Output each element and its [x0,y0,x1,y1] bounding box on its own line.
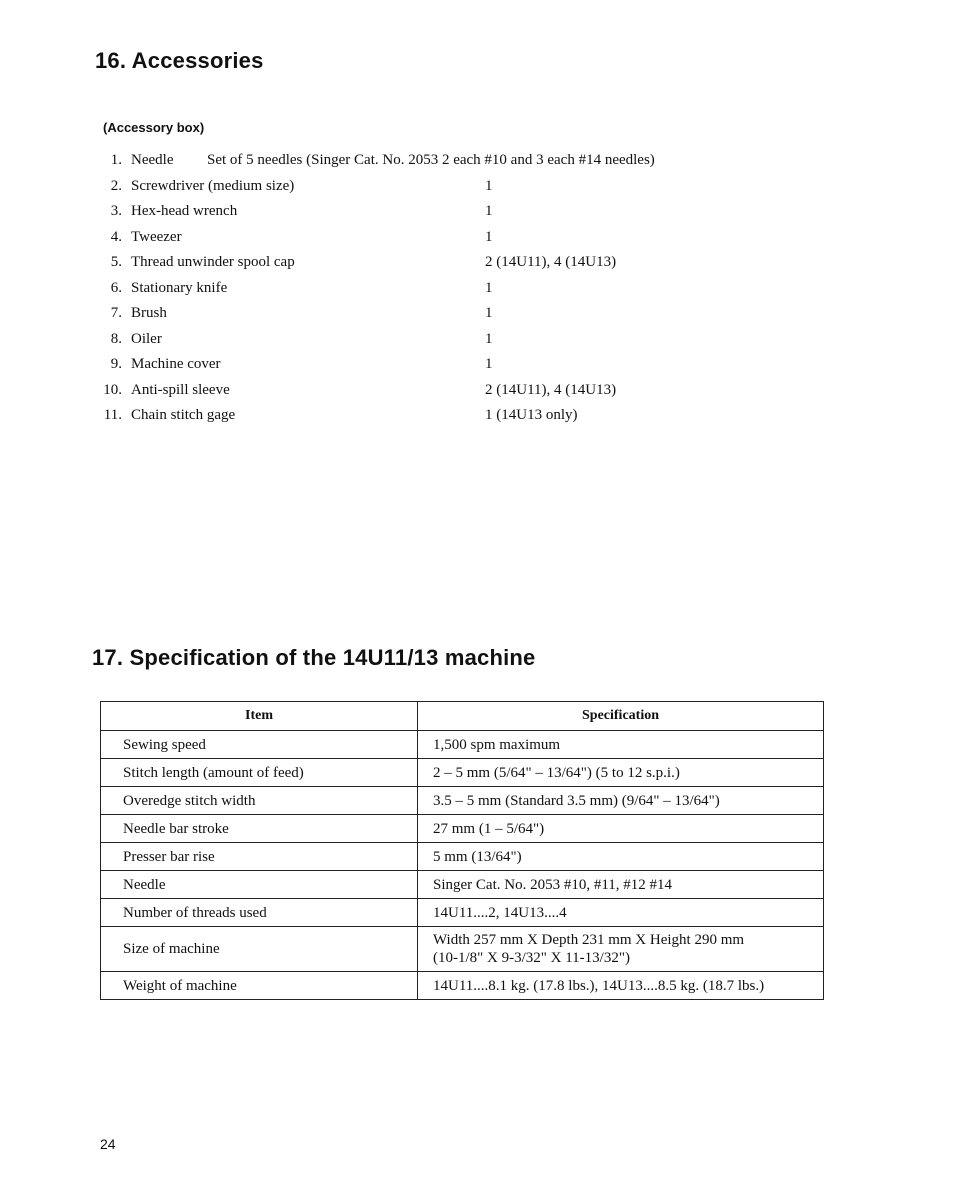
accessory-quantity: 1 [485,228,493,245]
item-cell: Presser bar rise [101,843,418,871]
accessory-item [0,353,954,379]
item-cell: Weight of machine [101,972,418,1000]
accessory-quantity: 2 (14U11), 4 (14U13) [485,381,617,398]
specification-cell: 27 mm (1 – 5/64") [418,815,824,843]
specification-cell: 14U11....8.1 kg. (17.8 lbs.), 14U13....8.5 kg. (18.7 lbs.) [418,972,824,1000]
item-cell: Overedge stitch width [101,787,418,815]
column-header-item: Item [101,702,418,731]
accessory-quantity: 1 (14U13 only) [485,407,578,423]
accessory-item [0,149,954,175]
item-cell: Number of threads used [101,899,418,927]
table-row [101,927,824,972]
accessory-number: 4. [110,228,122,245]
item-cell: Needle [101,871,418,899]
table-row [101,972,824,1000]
section-16-heading: 16. Accessories [95,48,264,73]
accessory-name: Anti-spill sleeve [131,381,230,398]
accessory-item [0,379,954,405]
table-row [101,787,824,815]
specification-cell: 2 – 5 mm (5/64" – 13/64") (5 to 12 s.p.i.) [418,759,824,787]
accessory-box-subheading: (Accessory box) [103,120,205,135]
accessory-number: 6. [110,279,122,296]
page-number: 24 [100,1136,116,1152]
accessory-name: Hex-head wrench [131,203,238,219]
accessory-quantity: 1 [485,356,493,372]
accessory-item [0,251,954,277]
accessory-name: Oiler [131,330,162,347]
accessory-quantity: 1 [485,305,493,321]
table-row [101,871,824,899]
accessory-item [0,200,954,226]
accessory-name: Stationary knife [131,279,228,296]
specification-cell: 14U11....2, 14U13....4 [418,899,824,927]
accessory-name: Chain stitch gage [131,407,236,423]
accessory-number: 7. [110,305,122,321]
accessory-name: Tweezer [131,228,182,245]
accessory-quantity: 2 (14U11), 4 (14U13) [485,254,617,270]
accessory-quantity: 1 [485,177,493,194]
accessory-number: 10. [103,381,122,398]
table-row [101,731,824,759]
accessory-quantity: 1 [485,279,493,296]
item-cell: Stitch length (amount of feed) [101,759,418,787]
specification-cell: 5 mm (13/64") [418,843,824,871]
accessory-number: 3. [110,203,122,219]
accessory-number: 8. [110,330,122,347]
table-row [101,815,824,843]
accessory-item [0,404,954,430]
specification-line: (10-1/8" X 9-3/32" X 11-13/32") [433,950,630,966]
specification-table [100,701,824,1000]
specification-cell: Singer Cat. No. 2053 #10, #11, #12 #14 [418,871,824,899]
table-header-row [101,702,824,731]
section-17-heading: 17. Specification of the 14U11/13 machine [92,645,536,670]
accessory-note: Set of 5 needles (Singer Cat. No. 2053 2 each #10 and 3 each #14 needles) [207,152,655,168]
table-row [101,899,824,927]
accessory-number: 11. [103,407,122,423]
column-header-specification: Specification [418,702,824,731]
accessory-name: Screwdriver (medium size) [131,177,295,194]
table-row [101,843,824,871]
item-cell: Needle bar stroke [101,815,418,843]
accessory-name: Brush [131,305,167,321]
specification-cell [418,927,824,972]
accessory-item [0,302,954,328]
accessory-item [0,226,954,252]
accessory-item [0,175,954,201]
specification-cell: 3.5 – 5 mm (Standard 3.5 mm) (9/64" – 13/64") [418,787,824,815]
accessory-quantity: 1 [485,203,493,219]
accessory-name: Machine cover [131,356,221,372]
item-cell: Sewing speed [101,731,418,759]
item-cell: Size of machine [101,927,418,972]
accessory-number: 5. [110,254,122,270]
accessory-list [0,149,954,430]
accessory-quantity: 1 [485,330,493,347]
accessory-item [0,328,954,354]
accessory-name: Needle [131,152,174,168]
specification-line: Width 257 mm X Depth 231 mm X Height 290 mm [433,932,745,948]
table-row [101,759,824,787]
accessory-number: 9. [110,356,122,372]
accessory-name: Thread unwinder spool cap [131,254,295,270]
specification-cell: 1,500 spm maximum [418,731,824,759]
accessory-item [0,277,954,303]
accessory-number: 2. [110,177,122,194]
accessory-number: 1. [110,152,122,168]
